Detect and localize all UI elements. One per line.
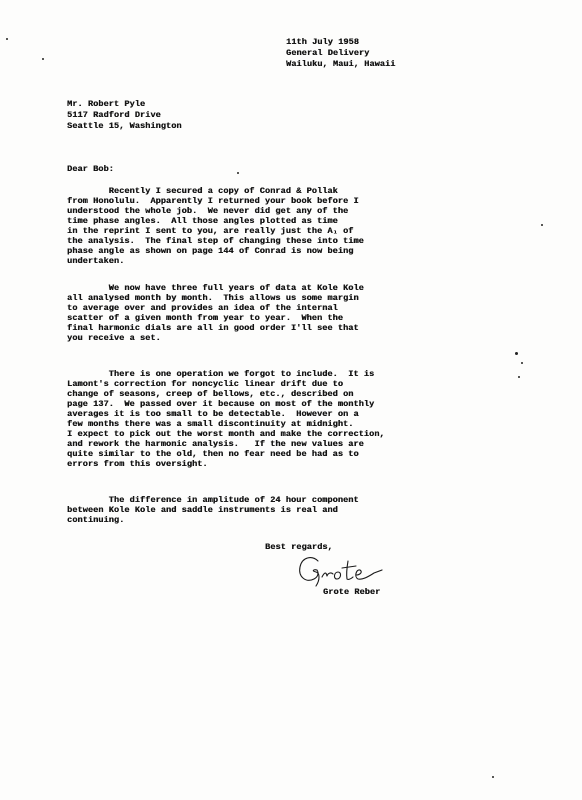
salutation: Dear Bob:: [67, 164, 114, 174]
scan-speck: [492, 776, 494, 778]
paragraph-line: and rework the harmonic analysis. If the new values are: [67, 439, 364, 449]
letter-date: 11th July 1958: [286, 37, 359, 47]
paragraph-line: you receive a set.: [67, 333, 161, 343]
scan-speck: [237, 172, 239, 174]
paragraph-4: [67, 495, 359, 525]
paragraph-line: final harmonic dials are all in good order I'll see that: [67, 323, 359, 333]
scan-speck: [541, 224, 543, 226]
paragraph-line: between Kole Kole and saddle instruments is real and: [67, 505, 338, 515]
paragraph-line: all analysed month by month. This allows us some margin: [67, 293, 359, 303]
paragraph-line: scatter of a given month from year to year. When the: [67, 313, 343, 323]
paragraph-line: The difference in amplitude of 24 hour component: [67, 495, 359, 505]
paragraph-line: continuing.: [67, 515, 125, 525]
sender-address-line-1: General Delivery: [286, 48, 370, 58]
recipient-street: 5117 Radford Drive: [67, 110, 161, 120]
paragraph-line: in the reprint I sent to you, are really just the A₁ of: [67, 226, 354, 236]
paragraph-line: quite similar to the old, then no fear need be had as to: [67, 449, 359, 459]
scan-speck: [42, 58, 44, 60]
scan-speck: [6, 38, 8, 40]
paragraph-line: Lamont's correction for noncyclic linear drift due to: [67, 379, 343, 389]
paragraph-line: the analysis. The final step of changing these into time: [67, 236, 364, 246]
paragraph-line: errors from this oversight.: [67, 459, 208, 469]
paragraph-1: [67, 186, 364, 266]
closing: Best regards,: [265, 542, 333, 552]
paragraph-line: phase angle as shown on page 144 of Conrad is now being: [67, 246, 354, 256]
paragraph-line: averages it is too small to be detectable. However on a: [67, 409, 359, 419]
paragraph-line: I expect to pick out the worst month and make the correction,: [67, 429, 385, 439]
recipient-name: Mr. Robert Pyle: [67, 99, 146, 109]
paragraph-line: time phase angles. All those angles plotted as time: [67, 216, 338, 226]
scan-speck: [515, 352, 518, 355]
paragraph-line: There is one operation we forgot to include. It is: [67, 369, 375, 379]
sender-address-line-2: Wailuku, Maui, Hawaii: [286, 59, 396, 69]
paragraph-line: to average over and provides an idea of the internal: [67, 303, 338, 313]
paragraph-line: understood the whole job. We never did get any of the: [67, 206, 349, 216]
paragraph-line: undertaken.: [67, 256, 125, 266]
scan-speck: [521, 362, 523, 364]
paragraph-line: from Honolulu. Apparently I returned your book before I: [67, 196, 359, 206]
paragraph-3: [67, 369, 385, 469]
paragraph-line: few months there was a small discontinuity at midnight.: [67, 419, 354, 429]
paragraph-2: [67, 283, 364, 343]
paragraph-line: We now have three full years of data at Kole Kole: [67, 283, 364, 293]
paragraph-line: change of seasons, creep of bellows, etc., described on: [67, 389, 354, 399]
recipient-city: Seattle 15, Washington: [67, 121, 182, 131]
scan-speck: [518, 376, 520, 378]
paragraph-line: Recently I secured a copy of Conrad & Pollak: [67, 186, 338, 196]
typed-signature: Grote Reber: [323, 587, 381, 597]
paragraph-line: page 137. We passed over it because on most of the monthly: [67, 399, 375, 409]
